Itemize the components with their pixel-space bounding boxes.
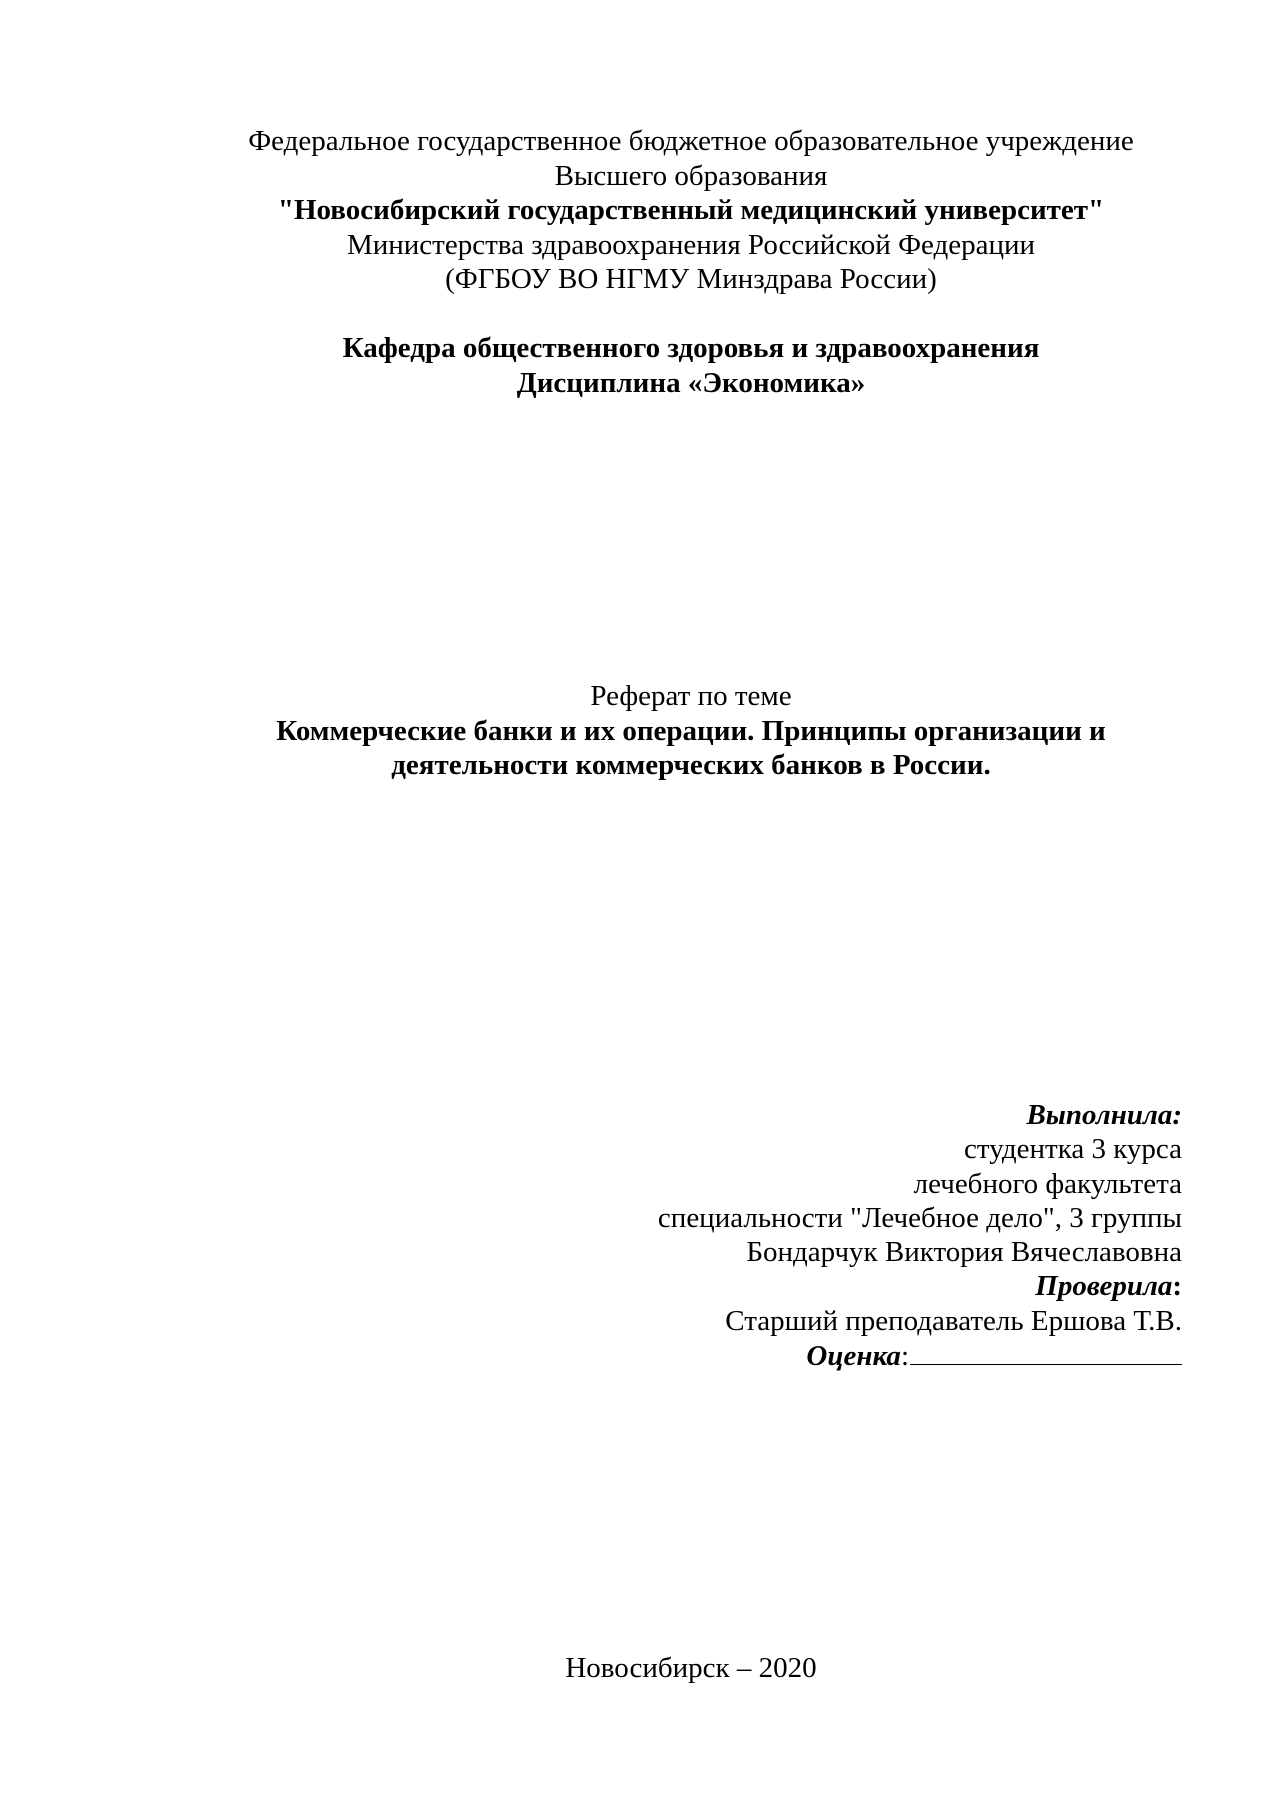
checked-row — [658, 1269, 1182, 1303]
topic-intro: Реферат по теме — [590, 680, 792, 712]
header-line-1: Федеральное государственное бюджетное образовательное учреждение — [248, 125, 1134, 157]
checked-label: Проверила — [1035, 1270, 1173, 1303]
abbreviation-line: (ФГБОУ ВО НГМУ Минздрава России) — [445, 263, 937, 295]
institution-header — [0, 124, 1280, 297]
university-name: "Новосибирский государственный медицинский университет" — [277, 194, 1105, 226]
grade-label: Оценка — [806, 1340, 901, 1373]
grade-row — [658, 1338, 1182, 1373]
signature-block — [658, 1098, 1182, 1373]
performed-label: Выполнила: — [1026, 1099, 1182, 1131]
grade-colon: : — [900, 1340, 909, 1373]
footer-block — [0, 1651, 1280, 1686]
department-block — [0, 331, 1280, 400]
student-name: Бондарчук Виктория Вячеславовна — [746, 1236, 1182, 1269]
topic-block — [0, 679, 1280, 783]
topic-title-line-1: Коммерческие банки и их операции. Принципы организации и — [276, 714, 1106, 747]
student-line-2: лечебного факультета — [913, 1167, 1182, 1200]
grade-blank-line — [910, 1338, 1182, 1365]
checker-name: Старший преподаватель Ершова Т.В. — [725, 1304, 1182, 1337]
city-year: Новосибирск – 2020 — [565, 1652, 817, 1684]
topic-title-line-2: деятельности коммерческих банков в России. — [391, 749, 991, 781]
ministry-line: Министерства здравоохранения Российской Федерации — [346, 228, 1036, 261]
discipline-name: Дисциплина «Экономика» — [516, 366, 866, 399]
student-line-1: студентка 3 курса — [964, 1133, 1182, 1166]
student-line-3: специальности "Лечебное дело", 3 группы — [657, 1201, 1182, 1234]
checked-colon: : — [1172, 1270, 1182, 1303]
header-line-2: Высшего образования — [554, 159, 828, 192]
department-name: Кафедра общественного здоровья и здравоохранения — [342, 332, 1040, 364]
